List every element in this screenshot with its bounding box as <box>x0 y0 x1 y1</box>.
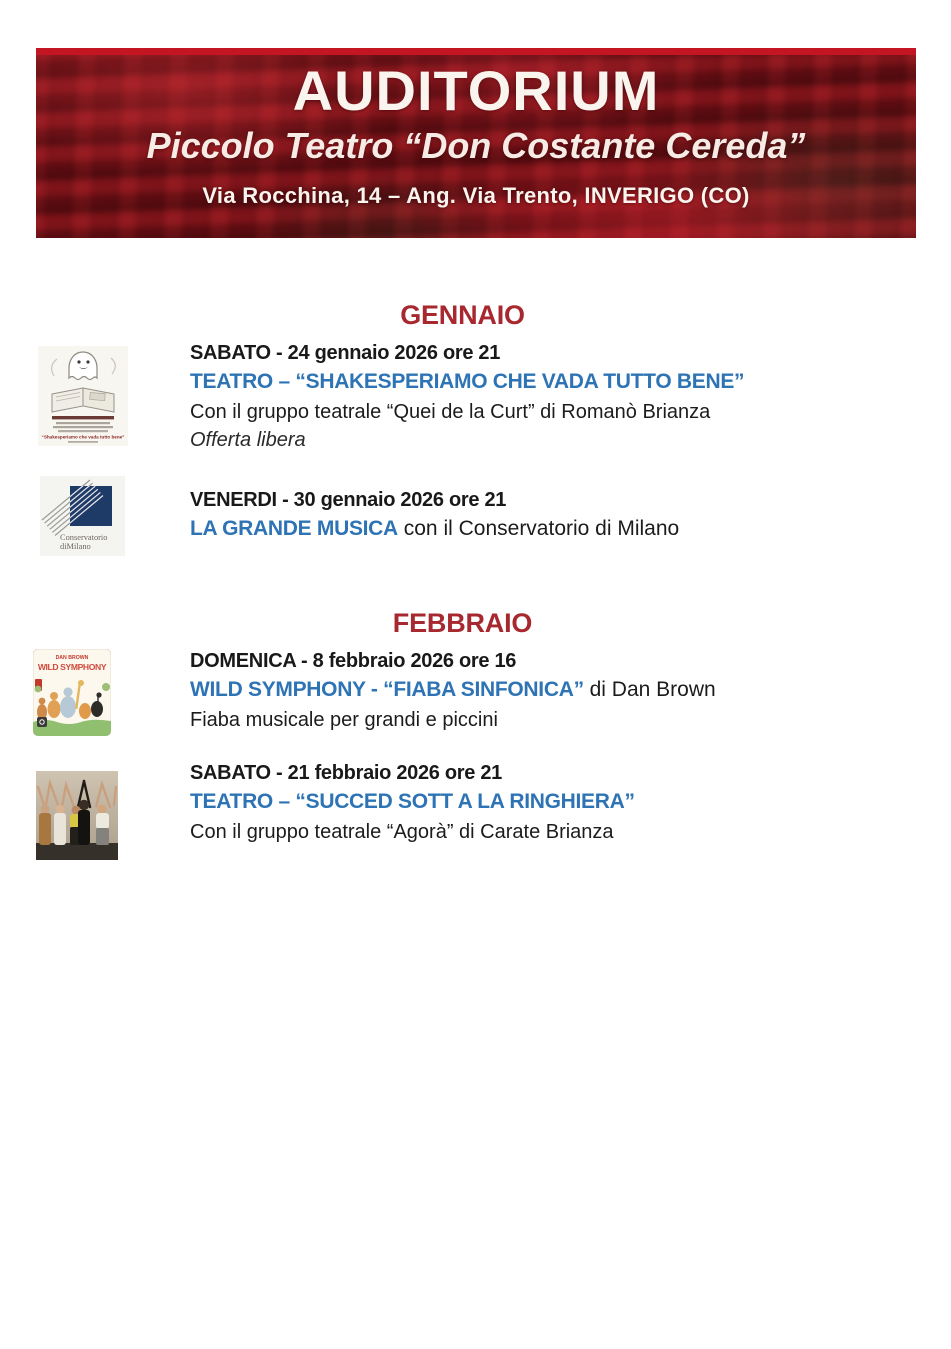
conservatorio-milano-logo <box>40 476 125 556</box>
event-title <box>190 517 830 541</box>
event-title: TEATRO – “SUCCED SOTT A LA RINGHIERA” <box>190 790 635 813</box>
cover-title: WILD SYMPHONY <box>37 662 107 672</box>
section-heading-febbraio: FEBBRAIO <box>392 608 533 638</box>
event-date: SABATO - 24 gennaio 2026 ore 21 <box>190 342 501 364</box>
event-date: DOMENICA - 8 febbraio 2026 ore 16 <box>190 650 517 672</box>
conservatorio-logo-graphic <box>40 476 125 556</box>
theater-group-photo-graphic <box>36 771 118 860</box>
event-date: VENERDI - 30 gennaio 2026 ore 21 <box>190 489 507 511</box>
banner-title: AUDITORIUM <box>292 59 660 122</box>
theater-group-photo-thumbnail <box>36 771 118 860</box>
cover-audio-badge <box>37 717 47 727</box>
event-date: SABATO - 21 febbraio 2026 ore 21 <box>190 762 503 784</box>
event-grande-musica <box>190 488 830 547</box>
banner-content <box>36 59 916 209</box>
poster-caption: “Shakesperiamo che vada tutto bene” <box>41 434 125 440</box>
event-description: Fiaba musicale per grandi e piccini <box>190 709 498 731</box>
banner-top-strip <box>36 48 916 55</box>
banner-address: Via Rocchina, 14 – Ang. Via Trento, INVERIGO (CO) <box>202 182 750 208</box>
ghost-and-book-illustration <box>38 346 128 446</box>
event-succed-sott <box>190 761 830 848</box>
event-title <box>190 678 830 702</box>
event-title-rest: con il Conservatorio di Milano <box>397 517 680 540</box>
event-wild-symphony <box>190 649 830 736</box>
banner-subtitle: Piccolo Teatro “Don Costante Cereda” <box>146 124 806 166</box>
section-heading-gennaio: GENNAIO <box>400 300 525 330</box>
banner <box>36 48 916 238</box>
photo-stage-floor <box>36 843 118 860</box>
event-title-rest: di Dan Brown <box>583 678 716 701</box>
wild-symphony-cover-graphic <box>33 649 111 736</box>
event-description: Con il gruppo teatrale “Quei de la Curt” di Romanò Brianza <box>190 401 711 423</box>
shakesperiamo-poster-thumbnail <box>38 346 128 446</box>
event-title-highlight: WILD SYMPHONY - “FIABA SINFONICA” <box>190 678 584 701</box>
event-shakesperiamo <box>190 341 830 452</box>
ghost-figure <box>69 352 97 380</box>
logo-text-line2: diMilano <box>60 542 91 551</box>
event-title-highlight: LA GRANDE MUSICA <box>190 517 398 540</box>
wild-symphony-cover-thumbnail <box>33 649 111 736</box>
event-description: Con il gruppo teatrale “Agorà” di Carate Brianza <box>190 821 614 843</box>
cover-author: DAN BROWN <box>55 655 89 661</box>
logo-text-line1: Conservatorio <box>60 533 108 542</box>
event-title: TEATRO – “SHAKESPERIAMO CHE VADA TUTTO BENE” <box>190 370 745 393</box>
poster-headline-bar <box>52 416 114 419</box>
event-note: Offerta libera <box>190 429 306 451</box>
